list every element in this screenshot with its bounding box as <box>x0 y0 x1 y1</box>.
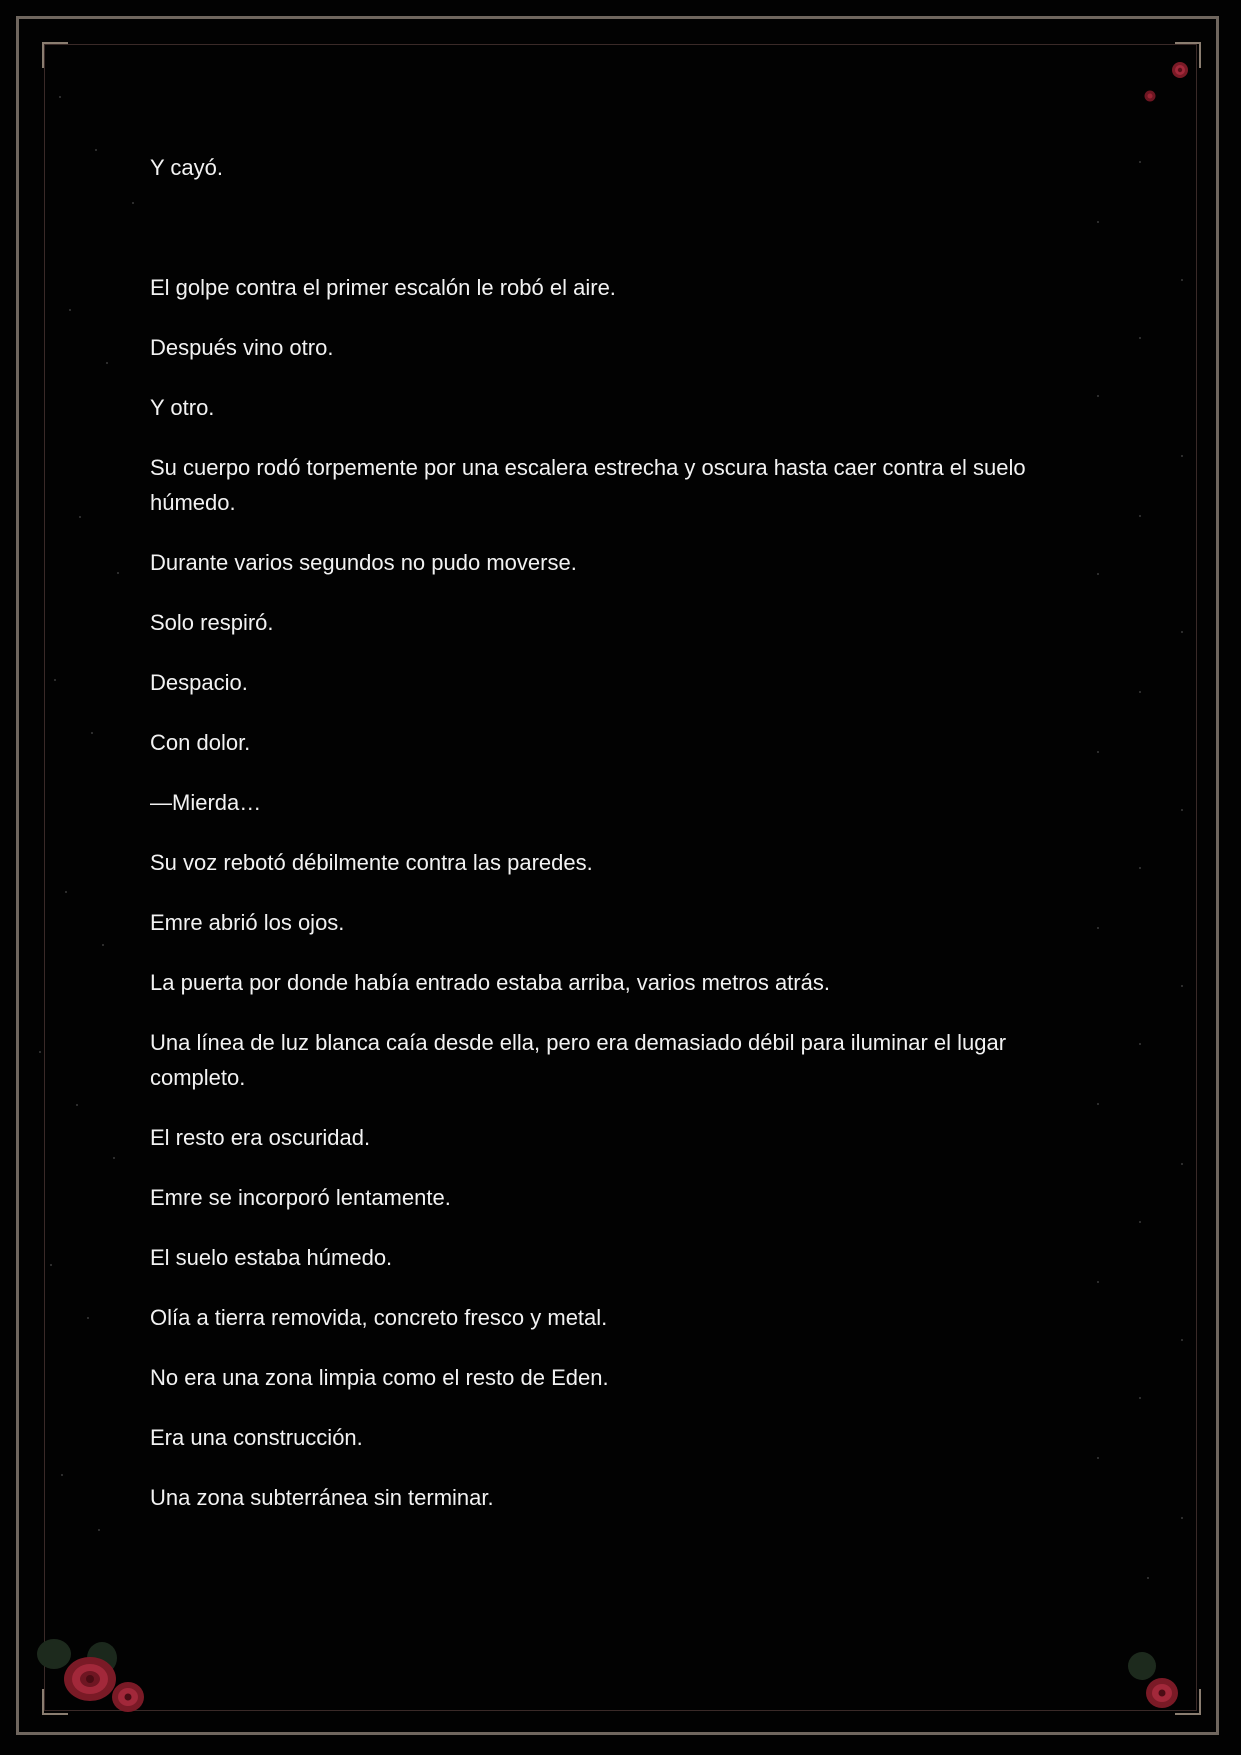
paragraph: Durante varios segundos no pudo moverse. <box>150 550 577 575</box>
paragraph: Solo respiró. <box>150 610 274 635</box>
paragraph: El golpe contra el primer escalón le robó el aire. <box>150 275 616 300</box>
paragraph: Despacio. <box>150 670 248 695</box>
paragraph: Y cayó. <box>150 155 223 180</box>
rose-icon <box>1168 58 1192 82</box>
paragraph: Una línea de luz blanca caía desde ella, pero era demasiado débil para iluminar el lugar completo. <box>150 1030 1007 1090</box>
paragraph: Con dolor. <box>150 730 251 755</box>
paragraph: Olía a tierra removida, concreto fresco y metal. <box>150 1305 608 1330</box>
paragraph: Era una construcción. <box>150 1425 363 1450</box>
paragraph: Una zona subterránea sin terminar. <box>150 1485 494 1510</box>
paragraph: Emre abrió los ojos. <box>150 910 345 935</box>
rose-icon <box>1142 88 1158 104</box>
paragraph: Después vino otro. <box>150 335 334 360</box>
rose-icon <box>110 1680 146 1714</box>
paragraph: Su voz rebotó débilmente contra las paredes. <box>150 850 593 875</box>
paragraph: Y otro. <box>150 395 215 420</box>
paragraph: No era una zona limpia como el resto de Eden. <box>150 1365 609 1390</box>
paragraph: Su cuerpo rodó torpemente por una escalera estrecha y oscura hasta caer contra el suelo húmedo. <box>150 455 1026 515</box>
rose-icon <box>1144 1676 1180 1710</box>
paragraph: Emre se incorporó lentamente. <box>150 1185 451 1210</box>
paragraph: —Mierda… <box>150 790 262 815</box>
paragraph: El resto era oscuridad. <box>150 1125 371 1150</box>
paragraph: La puerta por donde había entrado estaba arriba, varios metros atrás. <box>150 970 830 995</box>
corner-ornament-top-left <box>42 42 68 68</box>
paragraph: El suelo estaba húmedo. <box>150 1245 393 1270</box>
story-text <box>150 150 1090 1540</box>
